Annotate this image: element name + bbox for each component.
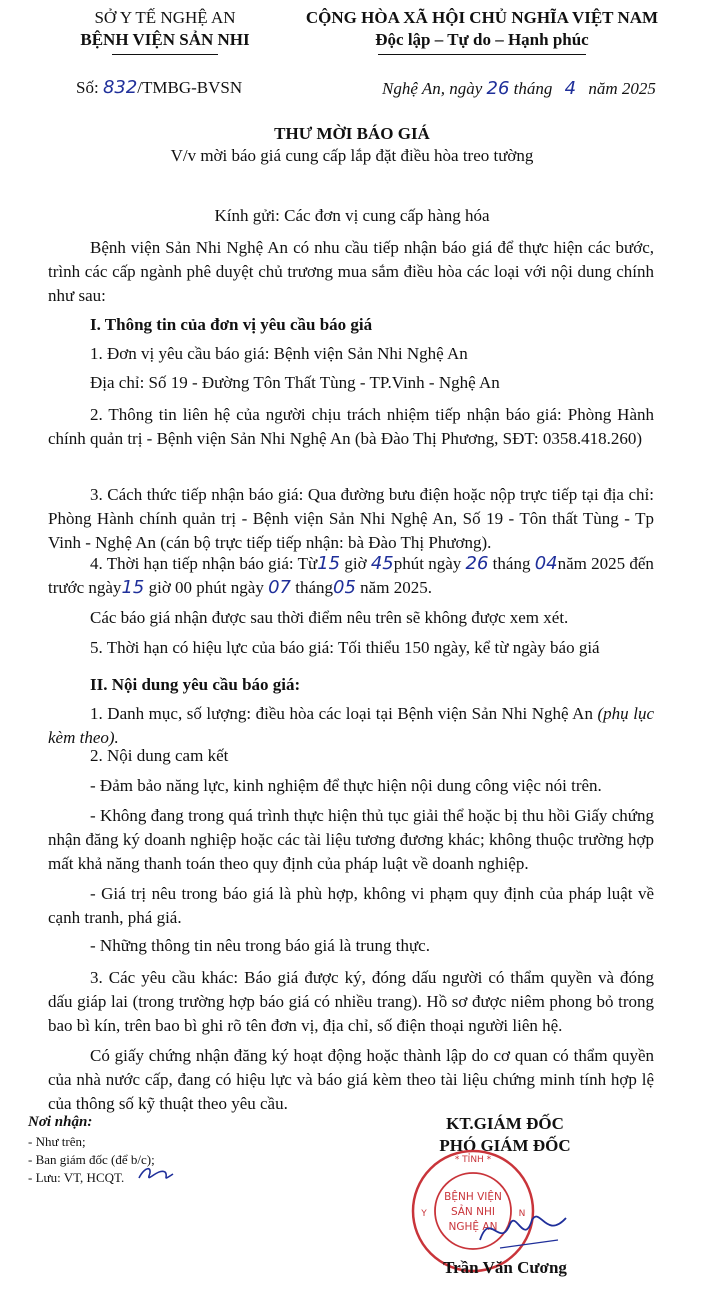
motto-underline bbox=[378, 54, 586, 55]
national-motto: Độc lập – Tự do – Hạnh phúc bbox=[375, 30, 589, 49]
commitment-2: - Không đang trong quá trình thực hiện thủ tục giải thể hoặc bị thu hồi Giấy chứng nhận đăng ký doanh nghiệp hoặc các tài liệu tương đương khác; không thuộc trường hợp mất khả năng thanh toán theo quy định của pháp luật về doanh nghiệp. bbox=[48, 806, 654, 873]
svg-text:Y: Y bbox=[421, 1209, 427, 1219]
recipient-item: - Lưu: VT, HCQT. bbox=[28, 1170, 125, 1185]
section-1-item-2: 2. Thông tin liên hệ của người chịu trách nhiệm tiếp nhận báo giá: Phòng Hành chính quản trị - Bệnh viện Sản Nhi Nghệ An (bà Đào Thị Phương, SĐT: 0358.418.260) bbox=[48, 405, 654, 448]
country-name: CỘNG HÒA XÃ HỘI CHỦ NGHĨA VIỆT NAM bbox=[305, 8, 659, 27]
section-2-item-2: 2. Nội dung cam kết bbox=[90, 746, 229, 765]
document-number: Số: 832/TMBG-BVSN bbox=[76, 77, 243, 98]
section-1-item-3: 3. Cách thức tiếp nhận báo giá: Qua đường bưu điện hoặc nộp trực tiếp tại địa chỉ: Phòng Hành chính quản trị - Bệnh viện Sản Nhi Nghệ An, Số 19 - Tôn thất Tùng - Tp Vinh - Nghệ An (cán bộ trực tiếp tiếp nhận: bà Đào Thị Phương). bbox=[48, 485, 654, 552]
handwritten-signature bbox=[470, 1200, 580, 1260]
commitment-1: - Đảm bảo năng lực, kinh nghiệm để thực hiện nội dung công việc nói trên. bbox=[90, 776, 602, 795]
document-number-handwritten: 832 bbox=[102, 77, 138, 98]
commitment-4: - Những thông tin nêu trong báo giá là trung thực. bbox=[90, 936, 430, 955]
commitment-3: - Giá trị nêu trong báo giá là phù hợp, không vi phạm quy định của pháp luật về cạnh tranh, phá giá. bbox=[48, 884, 654, 927]
salutation: Kính gửi: Các đơn vị cung cấp hàng hóa bbox=[214, 206, 490, 225]
closing-paragraph: Có giấy chứng nhận đăng ký hoạt động hoặc thành lập do cơ quan có thẩm quyền của nhà nước cấp, đang có hiệu lực và báo giá kèm theo tài liệu chứng minh tính hợp lệ của thông số kỹ thuật theo yêu cầu. bbox=[48, 1046, 654, 1113]
document-title: THƯ MỜI BÁO GIÁ bbox=[274, 124, 430, 143]
section-1-item-5: 5. Thời hạn có hiệu lực của báo giá: Tối thiểu 150 ngày, kể từ ngày báo giá bbox=[90, 638, 600, 657]
svg-text:* TỈNH *: * TỈNH * bbox=[454, 1155, 492, 1165]
intro-paragraph: Bệnh viện Sản Nhi Nghệ An có nhu cầu tiếp nhận báo giá để thực hiện các bước, trình các cấp ngành phê duyệt chủ trương mua sắm điều hòa các loại với nội dung chính như sau: bbox=[48, 238, 654, 305]
document-date: Nghệ An, ngày 26 tháng 4 năm 2025 bbox=[382, 78, 656, 99]
org-parent: SỞ Y TẾ NGHỆ AN bbox=[94, 8, 236, 27]
svg-text:NGHỆ AN: NGHỆ AN bbox=[448, 1221, 498, 1233]
document-subject: V/v mời báo giá cung cấp lắp đặt điều hòa treo tường bbox=[170, 146, 534, 165]
section-2-item-1: 1. Danh mục, số lượng: điều hòa các loại tại Bệnh viện Sản Nhi Nghệ An (phụ lục kèm theo). bbox=[48, 704, 655, 747]
svg-text:N: N bbox=[518, 1209, 526, 1219]
section-1-title: I. Thông tin của đơn vị yêu cầu báo giá bbox=[90, 315, 373, 334]
section-1-item-1: 1. Đơn vị yêu cầu báo giá: Bệnh viện Sản Nhi Nghệ An bbox=[90, 344, 468, 363]
section-1-item-4-line-1: 4. Thời hạn tiếp nhận báo giá: Từ15 giờ 45phút ngày 26 tháng 04năm 2025 đến bbox=[90, 553, 654, 574]
initials-mark bbox=[135, 1162, 177, 1186]
signer-name: Trần Văn Cương bbox=[443, 1258, 567, 1277]
section-1-item-4-line-2: trước ngày15 giờ 00 phút ngày 07 tháng05 năm 2025. bbox=[48, 577, 432, 598]
section-2-item-3: 3. Các yêu cầu khác: Báo giá được ký, đóng dấu người có thẩm quyền và đóng dấu giáp lai (trong trường hợp báo giá có nhiều trang). Hồ sơ được niêm phong bỏ trong bao bì kín, trên bao bì ghi rõ tên đơn vị, địa chỉ, số điện thoại người liên hệ. bbox=[48, 968, 654, 1035]
org-name: BỆNH VIỆN SẢN NHI bbox=[80, 30, 250, 49]
svg-text:BỆNH VIỆN: BỆNH VIỆN bbox=[444, 1191, 502, 1203]
recipient-item: - Như trên; bbox=[28, 1134, 86, 1149]
signature-position: PHÓ GIÁM ĐỐC bbox=[439, 1136, 571, 1155]
org-underline bbox=[112, 54, 218, 55]
svg-text:SẢN NHI: SẢN NHI bbox=[451, 1206, 495, 1218]
signature-on-behalf: KT.GIÁM ĐỐC bbox=[446, 1114, 564, 1133]
recipients-title: Nơi nhận: bbox=[28, 1114, 93, 1130]
section-1-address: Địa chỉ: Số 19 - Đường Tôn Thất Tùng - TP.Vinh - Nghệ An bbox=[90, 373, 500, 392]
section-1-note: Các báo giá nhận được sau thời điểm nêu trên sẽ không được xem xét. bbox=[90, 608, 569, 627]
recipient-item: - Ban giám đốc (để b/c); bbox=[28, 1152, 155, 1167]
section-2-title: II. Nội dung yêu cầu báo giá: bbox=[90, 675, 301, 694]
